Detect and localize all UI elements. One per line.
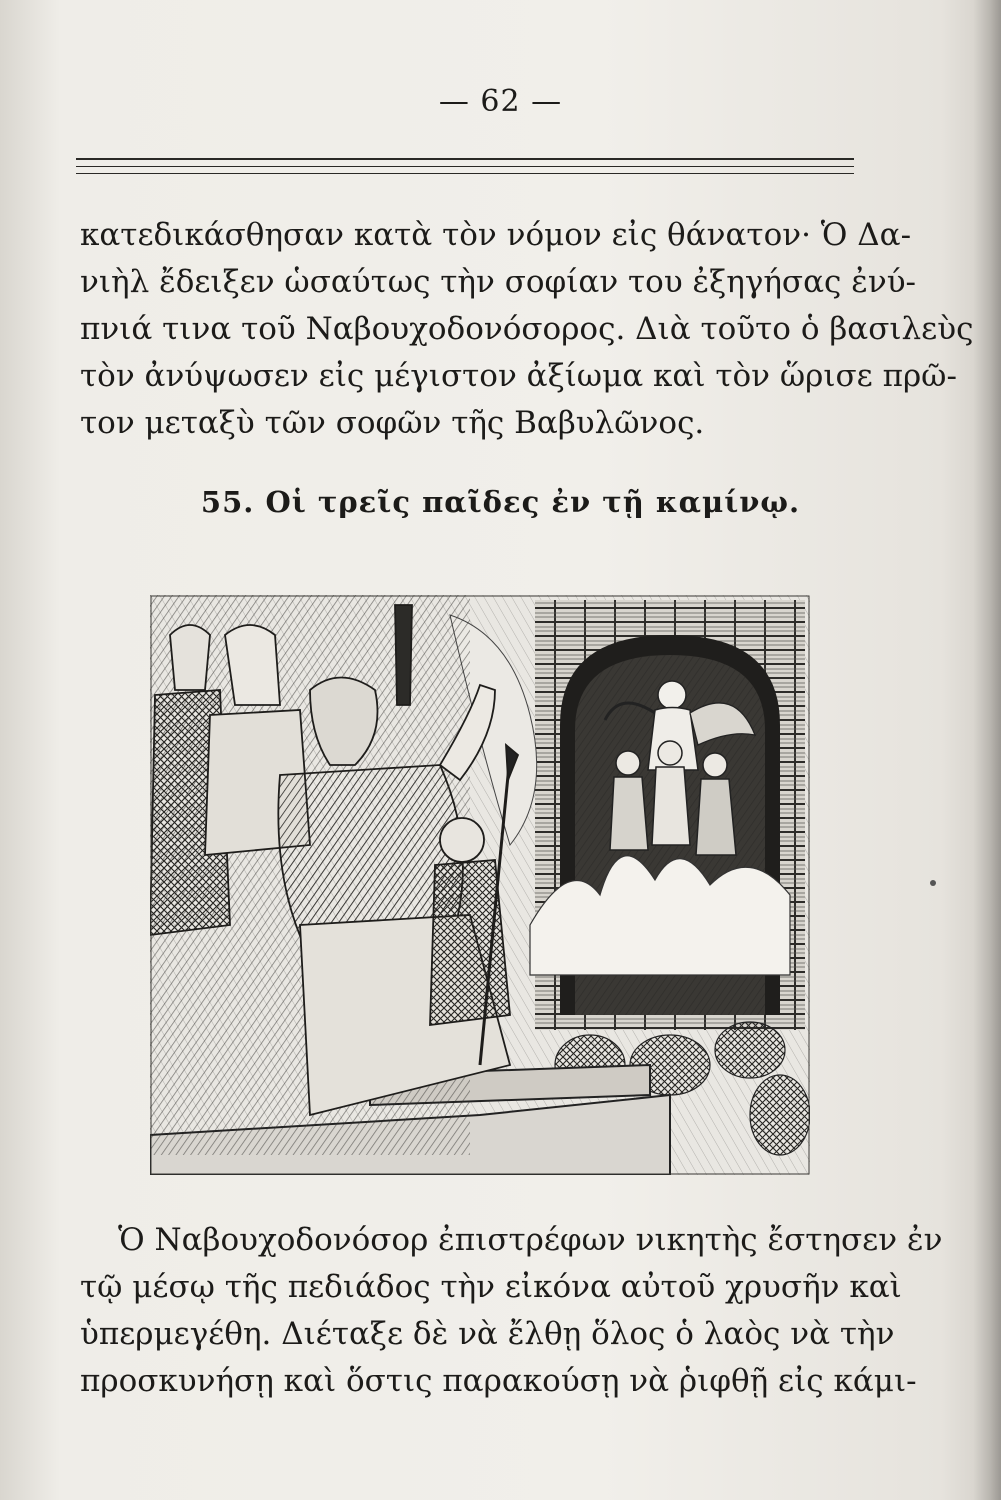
ink-speck	[930, 880, 936, 886]
header-rule	[76, 166, 854, 167]
paragraph-line: νιὴλ ἔδειξεν ὡσαύτως τὴν σοφίαν του ἐξηγήσας ἐνύ-	[80, 264, 917, 300]
page-gutter-shadow	[973, 0, 1001, 1500]
paragraph-line: τῷ μέσῳ τῆς πεδιάδος τὴν εἰκόνα αὐτοῦ χρυσῆν καὶ	[80, 1269, 902, 1305]
header-rule	[76, 173, 854, 174]
paragraph-line: ὑπερμεγέθη. Διέταξε δὲ νὰ ἔλθῃ ὅλος ὁ λαὸς νὰ τὴν	[80, 1316, 895, 1352]
paragraph-line: πνιά τινα τοῦ Ναβουχοδονόσορος. Διὰ τοῦτο ὁ βασιλεὺς	[80, 311, 974, 347]
paragraph-line: Ὁ Ναβουχοδονόσορ ἐπιστρέφων νικητὴς ἔστησεν ἐν	[118, 1222, 943, 1258]
paragraph-line: προσκυνήσῃ καὶ ὅστις παρακούσῃ νὰ ῥιφθῇ εἰς κάμι-	[80, 1363, 917, 1399]
paragraph-line: τον μεταξὺ τῶν σοφῶν τῆς Βαβυλῶνος.	[80, 405, 705, 441]
woodcut-illustration	[150, 595, 810, 1175]
page-number: — 62 —	[438, 84, 563, 119]
paragraph-line: κατεδικάσθησαν κατὰ τὸν νόμον εἰς θάνατον· Ὁ Δα-	[80, 217, 912, 253]
furnace-scene-image	[150, 595, 810, 1175]
paragraph-line: τὸν ἀνύψωσεν εἰς μέγιστον ἀξίωμα καὶ τὸν ὥρισε πρῶ-	[80, 358, 957, 394]
header-rule	[76, 158, 854, 160]
section-heading: 55. Οἱ τρεῖς παῖδες ἐν τῇ καμίνῳ.	[200, 485, 801, 519]
